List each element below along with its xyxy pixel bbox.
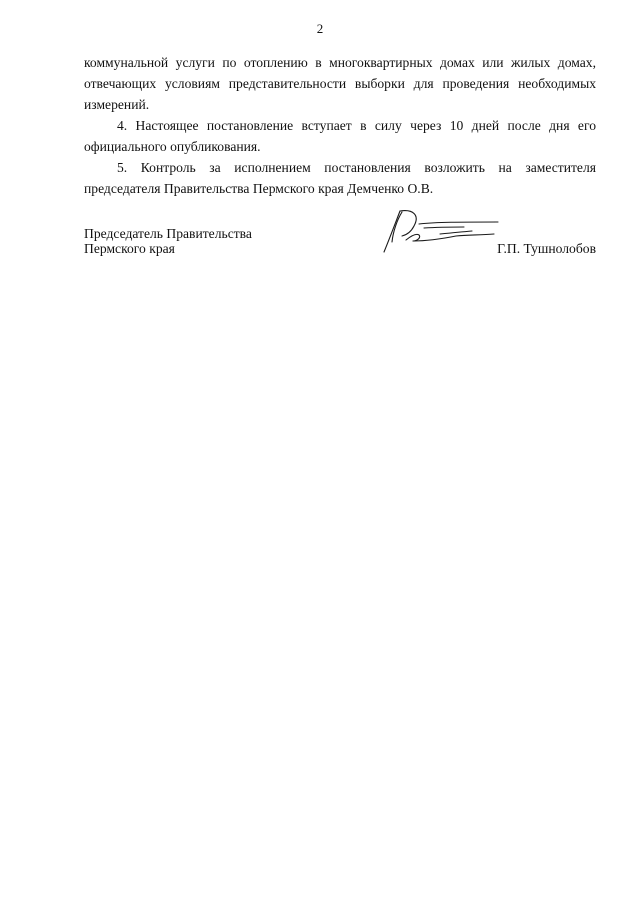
signature-block [84, 226, 596, 266]
signatory-title-line-1: Председатель Правительства [84, 226, 252, 241]
paragraph-item-4: 4. Настоящее постановление вступает в силу через 10 дней после дня его официального опубликования. [84, 118, 596, 154]
signatory-title-line-2: Пермского края [84, 241, 175, 256]
paragraph-continuation: коммунальной услуги по отоплению в многоквартирных домах или жилых домах, отвечающих условиям представительности выборки для проведения необходимых измерений. [84, 55, 596, 112]
paragraph-item-5: 5. Контроль за исполнением постановления возложить на заместителя председателя Правительства Пермского края Демченко О.В. [84, 160, 596, 196]
page-number: 2 [316, 21, 324, 36]
document-body [84, 52, 596, 199]
signatory-title [84, 226, 252, 256]
signatory-name: Г.П. Тушнолобов [497, 241, 596, 256]
signature-icon [380, 206, 500, 256]
